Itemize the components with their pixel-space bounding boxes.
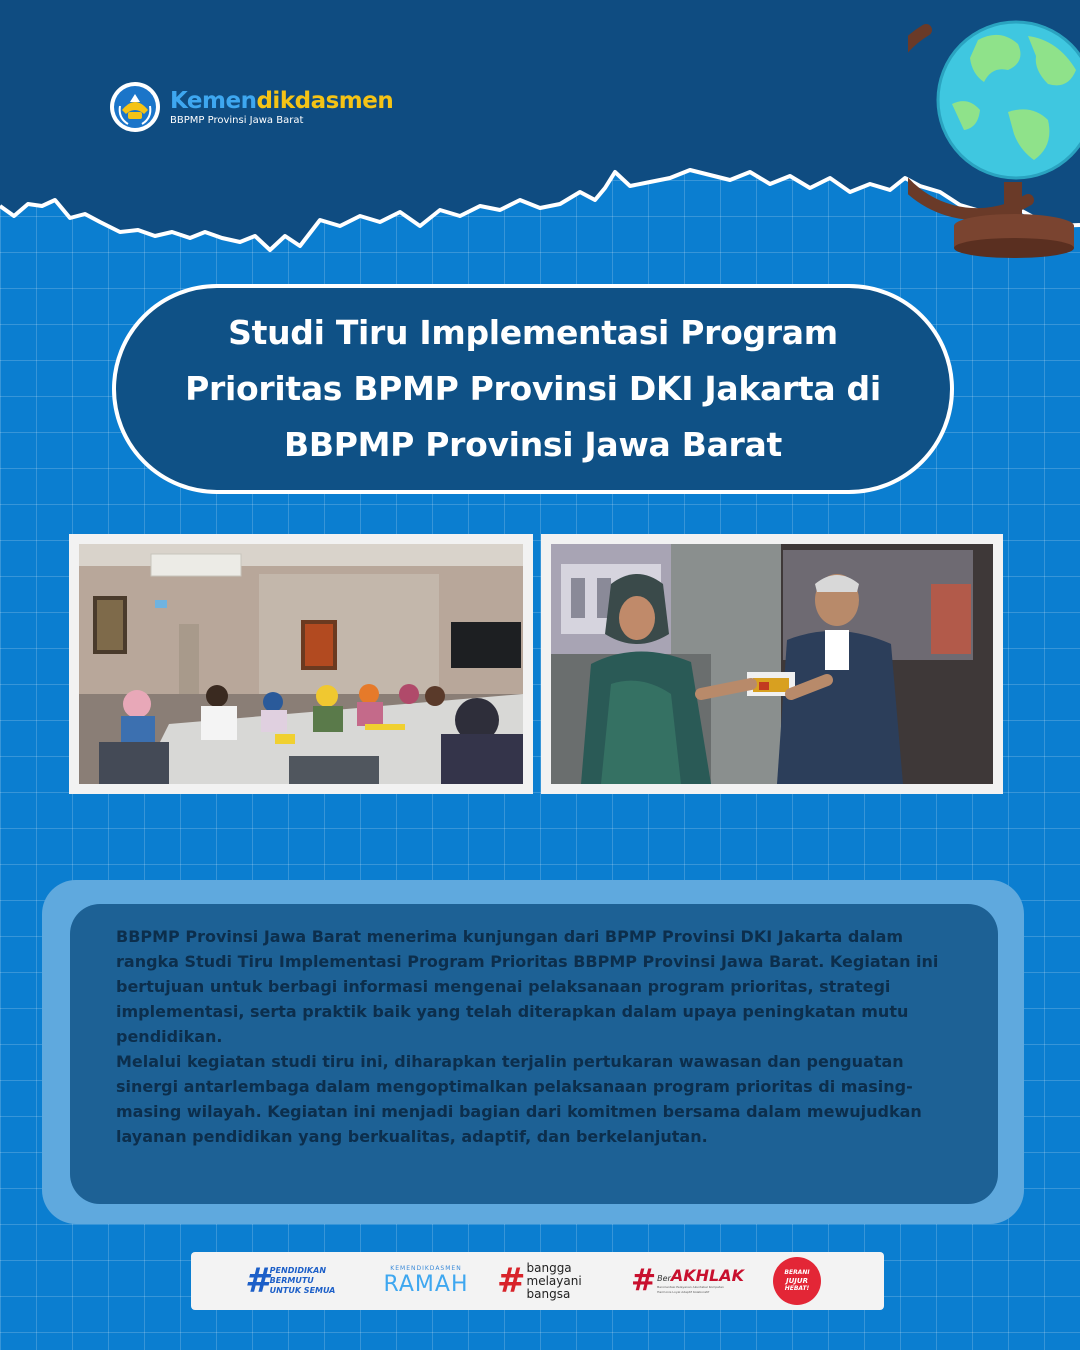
brand-logo [108,80,393,134]
tut-wuri-handayani-emblem-icon [108,80,162,134]
brand-name-part1: Kemen [170,88,257,114]
logo-bangga-melayani [497,1258,597,1304]
hashtag-icon: # [631,1263,657,1298]
logo2-top: KEMENDIKDASMEN [390,1265,462,1272]
photo-meeting [69,534,533,794]
title-pill [112,284,954,494]
logo5-line2: JUJUR [786,1277,808,1285]
title-line-3: BBPMP Provinsi Jawa Barat [284,425,782,464]
logo-berakhlak [631,1258,744,1304]
logo4-tagline1: Berorientasi Pelayanan Akuntabel Kompeten [657,1285,724,1289]
brand-subtitle: BBPMP Provinsi Jawa Barat [170,115,304,126]
description-box [70,904,998,1204]
photo-handover [541,534,1003,794]
logo3-line3: bangsa [526,1286,571,1301]
description-paragraph-1: BBPMP Provinsi Jawa Barat menerima kunjungan dari BPMP Provinsi DKI Jakarta dalam rangka Studi Tiru Implementasi Program Prioritas BBPMP Provinsi Jawa Barat. Kegiatan ini bertujuan untuk berbagi informasi mengenai pelaksanaan program prioritas, strategi implementasi, serta praktik baik yang telah diterapkan dalam upaya peningkatan mutu pendidikan. [116,927,939,1046]
globe-icon [908,0,1080,262]
hashtag-icon: # [497,1261,526,1301]
title-line-1: Studi Tiru Implementasi Program [228,313,838,352]
page-title [185,305,881,473]
logo-ramah [381,1258,471,1304]
title-line-2: Prioritas BPMP Provinsi DKI Jakarta di [185,369,881,408]
logo1-line1: PENDIDIKAN [269,1266,327,1275]
logo5-line1: BERANI [784,1269,810,1276]
logo2-main: RAMAH [383,1272,469,1297]
logo4-ber: Ber [657,1274,671,1283]
logo5-line3: HEBAT! [784,1285,810,1292]
logo3-line2: melayani [526,1273,582,1288]
footer-logos-bar [191,1252,884,1310]
logo4-main: AKHLAK [670,1266,744,1285]
souvenir-handover-photo [551,544,993,784]
logo-pendidikan-bermutu [245,1258,345,1304]
brand-name [170,88,393,114]
hashtag-icon: # [245,1261,269,1301]
logo4-tagline2: Harmonis Loyal Adaptif Kolaboratif [657,1290,710,1294]
brand-name-part2: dikdasmen [256,88,394,114]
logo3-line1: bangga [526,1260,572,1275]
meeting-room-photo [79,544,523,784]
logo-berani-jujur-hebat [773,1257,821,1305]
logo1-line2: BERMUTU [269,1276,314,1285]
logo1-line3: UNTUK SEMUA [269,1286,336,1295]
description-paragraph-2: Melalui kegiatan studi tiru ini, diharapkan terjalin pertukaran wawasan dan penguatan sinergi antarlembaga dalam mengoptimalkan pelaksanaan program prioritas di masing-masing wilayah. Kegiatan ini menjadi bagian dari komitmen bersama dalam mewujudkan layanan pendidikan yang berkualitas, adaptif, dan berkelanjutan. [116,1052,922,1146]
